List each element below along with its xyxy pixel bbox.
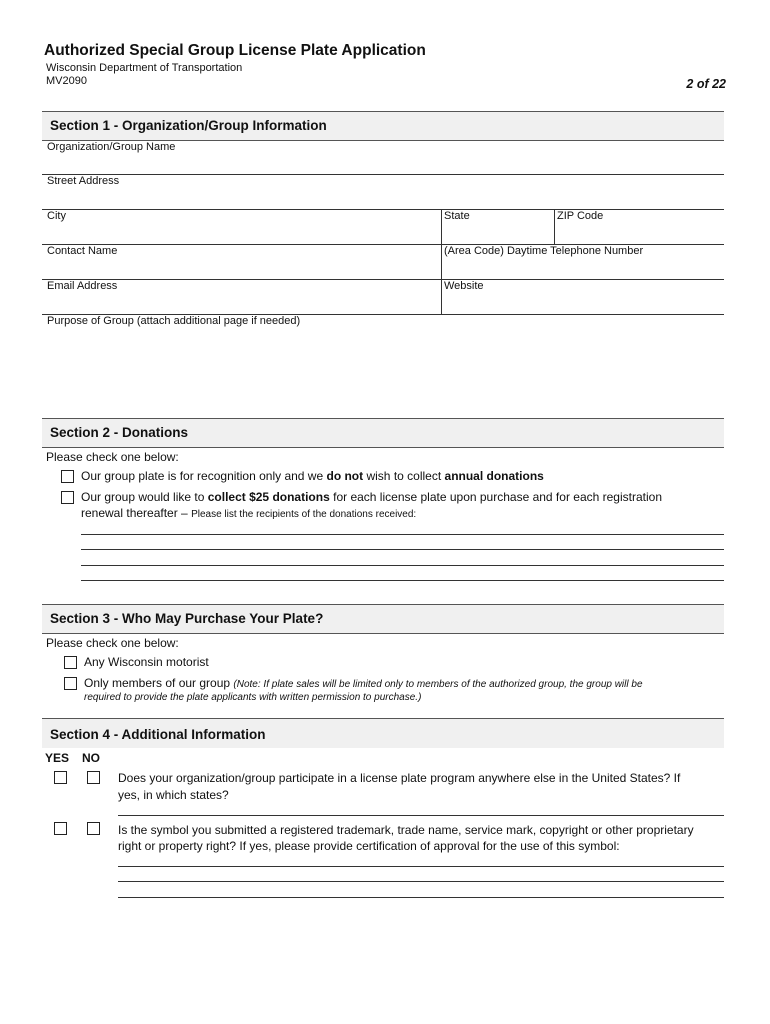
state-label: State bbox=[444, 210, 470, 222]
answer-line bbox=[118, 881, 724, 882]
divider bbox=[42, 209, 724, 210]
page-number: 2 of 22 bbox=[686, 77, 726, 91]
section2-instruction: Please check one below: bbox=[46, 450, 179, 464]
contact-name-label: Contact Name bbox=[47, 245, 118, 257]
city-label: City bbox=[47, 210, 66, 222]
org-name-label: Organization/Group Name bbox=[47, 141, 176, 153]
q2-certification-field[interactable] bbox=[118, 852, 724, 898]
q1-question: Does your organization/group participate in a license plate program anywhere else in the United States? If bbox=[118, 771, 681, 785]
section1-header bbox=[42, 111, 724, 141]
q1-question-line2: yes, in which states? bbox=[118, 788, 229, 802]
email-field[interactable] bbox=[42, 292, 440, 314]
purpose-field[interactable] bbox=[42, 330, 724, 415]
zip-code-field[interactable] bbox=[555, 222, 724, 244]
section3-instruction: Please check one below: bbox=[46, 636, 179, 650]
answer-line bbox=[118, 897, 724, 898]
no-column-label: NO bbox=[82, 751, 100, 765]
section3-header bbox=[42, 604, 724, 634]
answer-line bbox=[81, 534, 724, 535]
yes-column-label: YES bbox=[45, 751, 70, 765]
street-address-field[interactable] bbox=[42, 187, 724, 209]
website-field[interactable] bbox=[442, 292, 724, 314]
street-address-label: Street Address bbox=[47, 175, 120, 187]
phone-field[interactable] bbox=[442, 257, 724, 279]
city-field[interactable] bbox=[42, 222, 440, 244]
donation-recipients-field[interactable] bbox=[81, 520, 724, 580]
zip-code-label: ZIP Code bbox=[557, 210, 604, 222]
q1-no-checkbox[interactable] bbox=[87, 771, 100, 784]
q2-yes-checkbox[interactable] bbox=[54, 822, 67, 835]
members-only-checkbox[interactable] bbox=[64, 677, 77, 690]
q2-question-line2: right or property right? If yes, please provide certification of approval for the use of this symbol: bbox=[118, 839, 620, 853]
section4-title: Section 4 - Additional Information bbox=[50, 727, 266, 742]
collect-donations-label-line2: renewal thereafter – Please list the recipients of the donations received: bbox=[81, 506, 417, 520]
answer-line bbox=[81, 549, 724, 550]
q1-states-field[interactable] bbox=[118, 800, 724, 816]
recognition-only-checkbox[interactable] bbox=[61, 470, 74, 483]
answer-line bbox=[81, 565, 724, 566]
q2-no-checkbox[interactable] bbox=[87, 822, 100, 835]
answer-line bbox=[118, 815, 724, 816]
section1-title: Section 1 - Organization/Group Information bbox=[50, 118, 327, 133]
q2-question: Is the symbol you submitted a registered trademark, trade name, service mark, copyright or other proprietary bbox=[118, 823, 694, 837]
answer-line bbox=[118, 866, 724, 867]
collect-donations-checkbox[interactable] bbox=[61, 491, 74, 504]
department-name: Wisconsin Department of Transportation bbox=[46, 62, 243, 74]
state-field[interactable] bbox=[442, 222, 553, 244]
org-name-field[interactable] bbox=[42, 152, 724, 174]
divider bbox=[42, 174, 724, 175]
recognition-only-label: Our group plate is for recognition only and we do not wish to collect annual donations bbox=[81, 469, 544, 483]
website-label: Website bbox=[444, 280, 484, 292]
form-number: MV2090 bbox=[46, 75, 87, 87]
q1-yes-checkbox[interactable] bbox=[54, 771, 67, 784]
section3-title: Section 3 - Who May Purchase Your Plate? bbox=[50, 611, 324, 626]
any-motorist-checkbox[interactable] bbox=[64, 656, 77, 669]
section4-header bbox=[42, 718, 724, 748]
any-motorist-label: Any Wisconsin motorist bbox=[84, 655, 209, 669]
form-title: Authorized Special Group License Plate Application bbox=[44, 42, 426, 59]
divider bbox=[42, 279, 724, 280]
email-label: Email Address bbox=[47, 280, 118, 292]
collect-donations-label: Our group would like to collect $25 donations for each license plate upon purchase and for each registration bbox=[81, 490, 662, 504]
contact-name-field[interactable] bbox=[42, 257, 440, 279]
section2-title: Section 2 - Donations bbox=[50, 425, 189, 440]
members-only-label: Only members of our group (Note: If plate sales will be limited only to members of the authorized group, the group will be bbox=[84, 676, 643, 690]
section2-header bbox=[42, 418, 724, 448]
purpose-label: Purpose of Group (attach additional page if needed) bbox=[47, 315, 301, 327]
answer-line bbox=[81, 580, 724, 581]
members-only-note: required to provide the plate applicants with written permission to purchase.) bbox=[84, 692, 422, 703]
phone-label: (Area Code) Daytime Telephone Number bbox=[444, 245, 644, 257]
